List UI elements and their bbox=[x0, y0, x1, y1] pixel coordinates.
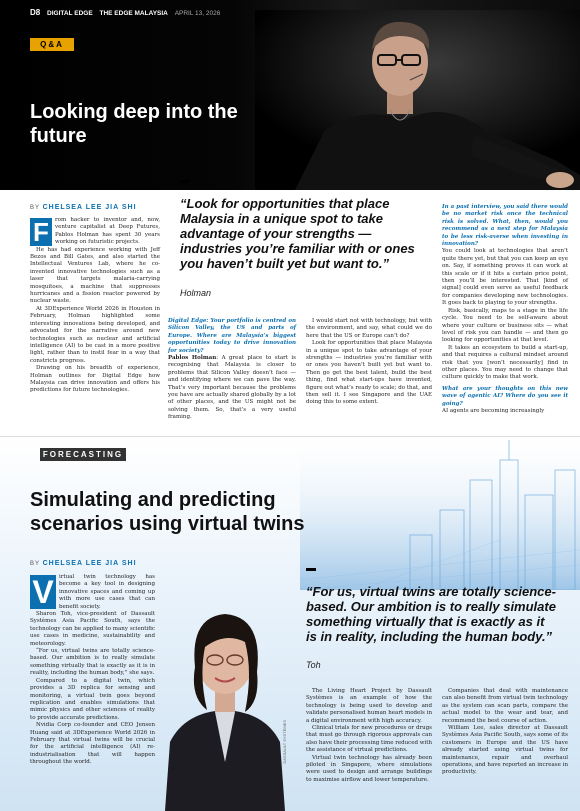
paragraph: Risk, basically, maps to a stage in the life cycle. You need to be self-aware about where your culture or business sits — what level of risk you can handle — and then go looking for opportunities at that level. bbox=[442, 307, 568, 344]
interview-question: What are your thoughts on this new wave of agentic AI? Where do you see it going? bbox=[442, 385, 568, 407]
article-column-4 bbox=[442, 688, 568, 777]
paragraph: William Lee, sales director at Dassault Systèmes Asia Pacific South, says some of its customers in Europe and the US have already started using virtual twins for maintenance, repair and overhaul operations, and have reported an increase in productivity. bbox=[442, 725, 568, 776]
photo-credit: DASSAULT SYSTÈMES bbox=[282, 720, 287, 764]
interview-answer: AI agents are becoming increasingly bbox=[442, 407, 545, 414]
page-number: D8 bbox=[30, 8, 41, 17]
article-column-1 bbox=[30, 574, 155, 767]
article-column-2 bbox=[168, 318, 296, 422]
byline-author: CHELSEA LEE JIA SHI bbox=[42, 204, 137, 211]
paragraph: The Living Heart Project by Dassault Systèmes is an example of how the technology is being used to develop and validate personalised human heart models in a digital environment with high accuracy. bbox=[306, 688, 432, 724]
issue-date: APRIL 13, 2026 bbox=[174, 10, 221, 17]
paragraph: Virtual twin technology has already been piloted in Singapore, where simulations were used to design and arrange buildings to maximise airflow and lower temperature. bbox=[306, 754, 432, 783]
interview-answer: You could look at technologies that aren’t quite there yet, but that you can keep an eye on. Say, if something proves it can work at this scale or if it hits a certain price point, then you’ll be interested. That [kind of signal] could even serve as useful feedback for companies developing new technologies. It goes back to playing to your strengths. bbox=[442, 248, 568, 307]
interview-question: In a past interview, you said there would be no market risk once the technical risk is solved. What, then, would you recommend as a next step for Malaysia to be less risk-averse when investing in innovation? bbox=[442, 204, 568, 248]
paragraph: “For us, virtual twins are totally science-based. Our ambition is to really simulate something virtually that is exactly as it is in reality, including the human body,” she says. bbox=[30, 648, 155, 677]
speaker-photo bbox=[255, 10, 580, 190]
quote-marker bbox=[180, 180, 190, 183]
pull-quote-attribution: Holman bbox=[180, 288, 212, 298]
interview-question: Digital Edge: Your portfolio is centred on Silicon Valley, the US and parts of Europe. Where are Malaysia’s biggest opportunities today to drive innovation for society? bbox=[168, 318, 296, 354]
paragraph: rom hacker to inventor and, now, venture capitalist at Deep Futures, Pablos Holman has spent 30 years working on futuristic projects. bbox=[55, 217, 160, 246]
article-column-1 bbox=[30, 217, 160, 395]
paragraph: He has had experience working with Jeff Bezos and Bill Gates, and also started the Intellectual Ventures Lab, where he co-invented innovative technologies such as a laser that targets malaria-carrying mosquitoes, a machine that suppresses hurricanes and a fission reactor powered by nuclear waste. bbox=[30, 246, 160, 305]
byline-prefix: BY bbox=[30, 561, 40, 567]
publication-name: THE EDGE MALAYSIA bbox=[99, 10, 168, 17]
interview-answer: : A great place to start is recognising that Malaysia is closer to problems that Silicon Valley doesn’t face — and identifying where we can pave the way. That’s very important because the problems you have are actually shared globally by a lot of other places, and the US might not be solving them. So, that’s a very useful framing. bbox=[168, 355, 296, 421]
speaker-name: Pablos Holman bbox=[168, 355, 217, 362]
pull-quote-attribution: Toh bbox=[306, 660, 321, 670]
section-divider bbox=[0, 436, 580, 437]
byline-author: CHELSEA LEE JIA SHI bbox=[42, 560, 137, 567]
quote-marker bbox=[306, 568, 316, 571]
drop-cap: F bbox=[30, 218, 52, 246]
pull-quote: “Look for opportunities that place Malaysia in a unique spot to take advantage of your strengths — industries you’re familiar with or ones you haven’t built yet but want to.” bbox=[180, 196, 415, 271]
article-column-4 bbox=[442, 204, 568, 415]
article-column-3 bbox=[306, 318, 432, 407]
article-title: Simulating and predicting scenarios using virtual twins bbox=[30, 489, 305, 535]
paragraph: Look for opportunities that place Malaysia in a unique spot to take advantage of your strengths — industries you’re familiar with or ones you haven’t built yet but want to. Then go get the best talent, build the best thing, find what start-ups have invented, figure out what’s ready to scale; do that, and then sell it. I see Singapore and the UAE doing this to some extent. bbox=[306, 340, 432, 406]
pull-quote: “For us, virtual twins are totally science-based. Our ambition is to really simulate something virtually that is exactly as it is in reality, including the human body.” bbox=[306, 584, 556, 644]
paragraph: Nvidia Corp co-founder and CEO Jensen Huang said at 3DExperience World 2026 in February that virtual twins will be crucial for the artificial intelligence (AI) re-industrialisation that will happen throughout the world. bbox=[30, 722, 155, 766]
article-tag: FORECASTING bbox=[40, 448, 126, 461]
drop-cap: V bbox=[30, 575, 56, 609]
article-column-3 bbox=[306, 688, 432, 784]
paragraph: Drawing on his breadth of experience, Holman outlines for Digital Edge how Malaysia can drive innovation and offers his predictions for future technologies. bbox=[30, 365, 160, 394]
byline bbox=[30, 560, 137, 567]
running-header bbox=[30, 8, 225, 17]
article-tag: Q&A bbox=[30, 38, 74, 51]
paragraph: irtual twin technology has become a key tool in designing innovative spaces and coming up with more use cases that can benefit society. bbox=[59, 574, 155, 610]
paragraph: Sharon Toh, vice-president of Dassault Systèmes Asia Pacific South, says the technology can be applied to many scientific use cases in medicine, sustainability and meteorology. bbox=[30, 611, 155, 647]
paragraph: Compared to a digital twin, which provides a 3D replica for sensing and monitoring, a virtual twin goes beyond replication and enables simulations that mimic physics and other sciences of reality to provide accurate predictions. bbox=[30, 677, 155, 721]
paragraph: It takes an ecosystem to build a start-up, and that requires a cultural mindset around risk that you [won’t necessarily] find in other places. You may need to change that culture quickly to make that work. bbox=[442, 344, 568, 381]
paragraph: I would start not with technology, but with the environment, and say, what could we do here that the US or Europe can’t do? bbox=[306, 318, 432, 339]
paragraph: At 3DExperience World 2026 in Houston in February, Holman highlighted some interesting innovations being developed, and advocated for the narrative around new technologies such as nuclear and artificial intelligence (AI) to be cast in a more positive light, rather than to instil fear in a way that constricts progress. bbox=[30, 305, 160, 364]
paragraph: Clinical trials for new procedures or drugs that must go through rigorous approvals can also have their processing time reduced with the assistance of virtual predictions. bbox=[306, 725, 432, 754]
byline bbox=[30, 204, 137, 211]
byline-prefix: BY bbox=[30, 205, 40, 211]
article-title: Looking deep into the future bbox=[30, 101, 238, 147]
paragraph: Companies that deal with maintenance can also benefit from virtual twin technology as the system can scan parts, compare the actual model to the wear and tear, and recommend the best course of action. bbox=[442, 688, 568, 724]
section-name: DIGITAL EDGE bbox=[47, 10, 93, 17]
portrait-photo bbox=[165, 592, 285, 811]
